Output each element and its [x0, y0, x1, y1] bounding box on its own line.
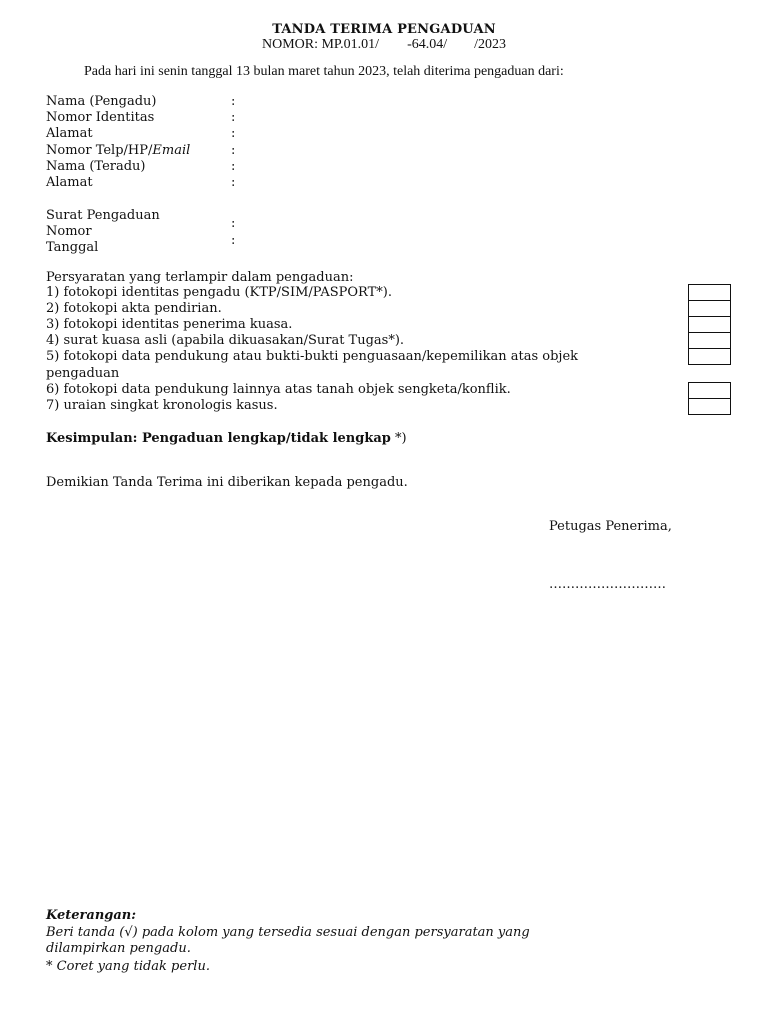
requirement-item: 1) fotokopi identitas pengadu (KTP/SIM/PASPORT*). [46, 285, 392, 300]
surat-nomor-label: Nomor [46, 224, 92, 239]
requirements-heading: Persyaratan yang terlampir dalam pengaduan: [46, 270, 354, 285]
requirement-item-continuation: pengaduan [46, 366, 120, 381]
number-prefix: NOMOR: MP.01.01/ [261, 37, 380, 52]
field-colon: : [231, 159, 236, 174]
signature-line: ……………………… [549, 577, 666, 592]
notes-heading: Keterangan: [46, 908, 137, 923]
notes-footnote: * Coret yang tidak perlu. [46, 959, 210, 974]
requirement-item: 5) fotokopi data pendukung atau bukti-bukti penguasaan/kepemilikan atas objek [46, 349, 579, 364]
requirement-checkbox[interactable] [688, 300, 731, 317]
signature-role: Petugas Penerima, [549, 519, 672, 534]
requirement-checkbox[interactable] [688, 284, 731, 301]
requirement-item: 3) fotokopi identitas penerima kuasa. [46, 317, 293, 332]
field-label-nama-pengadu: Nama (Pengadu) [46, 94, 157, 109]
telp-label-email: Email [152, 143, 191, 158]
surat-tanggal-label: Tanggal [46, 240, 99, 255]
telp-label-text: Nomor Telp/HP/ [46, 143, 153, 158]
field-label-telp [46, 143, 190, 159]
closing-text: Demikian Tanda Terima ini diberikan kepada pengadu. [46, 475, 408, 490]
requirement-checkbox[interactable] [688, 382, 731, 399]
field-colon: : [231, 175, 236, 190]
conclusion [46, 431, 407, 447]
surat-nomor-colon: : [231, 216, 236, 231]
notes-line: Beri tanda (√) pada kolom yang tersedia sesuai dengan persyaratan yang [46, 925, 530, 940]
requirement-checkbox[interactable] [688, 316, 731, 333]
document-number [0, 37, 768, 53]
surat-tanggal-colon: : [231, 233, 236, 248]
field-label-alamat: Alamat [46, 126, 93, 141]
conclusion-suffix: *) [390, 431, 407, 446]
notes-line: dilampirkan pengadu. [46, 941, 191, 956]
number-mid: -64.04/ [407, 37, 448, 52]
requirement-checkbox[interactable] [688, 332, 731, 349]
field-colon: : [231, 126, 236, 141]
document-title: TANDA TERIMA PENGADUAN [272, 22, 496, 37]
field-colon: : [231, 110, 236, 125]
field-label-alamat-teradu: Alamat [46, 175, 93, 190]
surat-pengaduan-label: Surat Pengaduan [46, 208, 160, 223]
field-colon: : [231, 143, 236, 158]
field-label-nama-teradu: Nama (Teradu) [46, 159, 146, 174]
field-label-nomor-identitas: Nomor Identitas [46, 110, 155, 125]
requirement-item: 6) fotokopi data pendukung lainnya atas tanah objek sengketa/konflik. [46, 382, 511, 397]
requirement-checkbox[interactable] [688, 398, 731, 415]
intro-text: Pada hari ini senin tanggal 13 bulan maret tahun 2023, telah diterima pengaduan dari: [84, 64, 564, 79]
field-colon: : [231, 94, 236, 109]
requirement-item: 2) fotokopi akta pendirian. [46, 301, 222, 316]
conclusion-label: Kesimpulan: Pengaduan lengkap/tidak lengkap [46, 431, 391, 446]
requirement-item: 4) surat kuasa asli (apabila dikuasakan/Surat Tugas*). [46, 333, 405, 348]
requirement-item: 7) uraian singkat kronologis kasus. [46, 398, 278, 413]
number-year: /2023 [474, 37, 507, 52]
requirement-checkbox[interactable] [688, 348, 731, 365]
